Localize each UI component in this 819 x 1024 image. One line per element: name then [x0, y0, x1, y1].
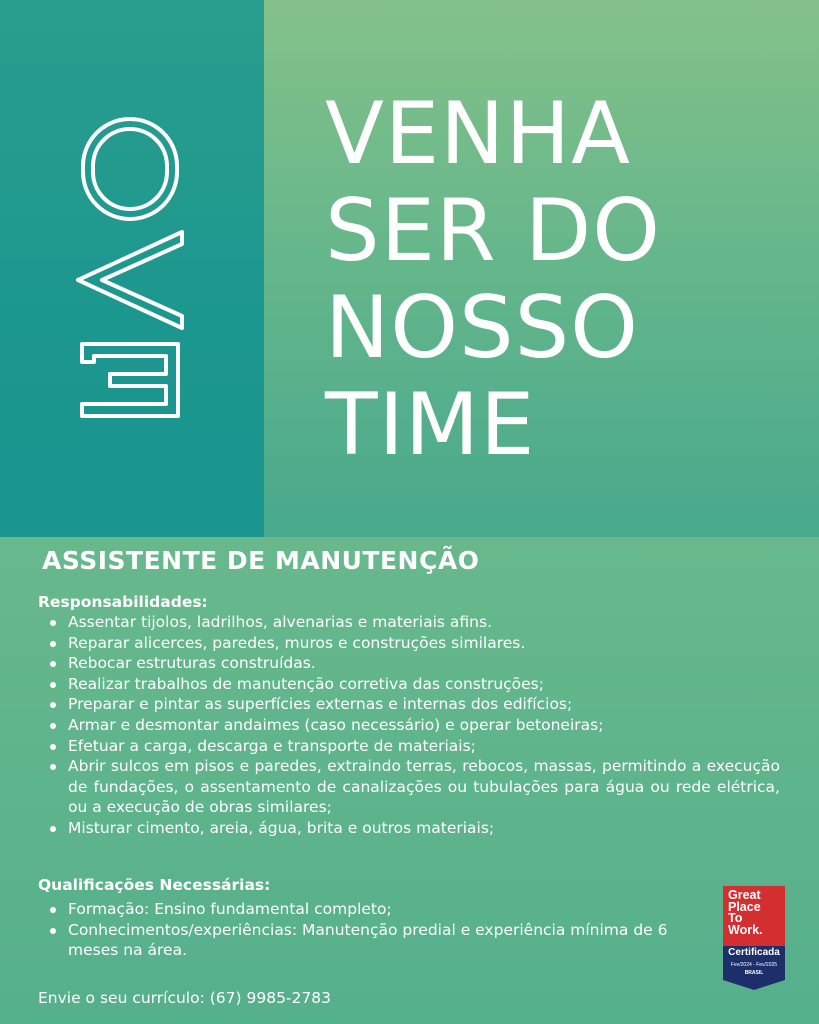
- great-place-to-work-badge: [723, 886, 785, 990]
- badge-period: Fev/2024 - Fev/2025: [730, 962, 778, 968]
- responsibilities-list: [38, 612, 780, 839]
- evo-logo-letter-e: [82, 344, 178, 416]
- teal-logo-panel: [0, 0, 264, 537]
- evo-logo-letter-v: [78, 232, 182, 328]
- responsibilities-heading: Responsabilidades:: [38, 593, 208, 611]
- job-title: ASSISTENTE DE MANUTENÇÃO: [42, 546, 480, 575]
- list-item: Formação: Ensino fundamental completo;: [38, 899, 718, 920]
- headline: [325, 86, 661, 474]
- list-item: Rebocar estruturas construídas.: [38, 653, 780, 674]
- list-item: Misturar cimento, areia, água, brita e outros materiais;: [38, 818, 780, 839]
- badge-country: BRASIL: [744, 970, 764, 976]
- badge-line: To: [728, 911, 743, 925]
- list-item: Efetuar a carga, descarga e transporte de materiais;: [38, 736, 780, 757]
- list-item: Preparar e pintar as superfícies externas e internas dos edifícios;: [38, 694, 780, 715]
- headline-line: VENHA: [325, 84, 631, 184]
- badge-line: Place: [728, 899, 761, 914]
- headline-line: TIME: [325, 375, 536, 475]
- contact-phone: Envie o seu currículo: (67) 9985-2783: [38, 989, 331, 1007]
- badge-ribbon: [723, 960, 785, 990]
- list-item: Assentar tijolos, ladrilhos, alvenarias e materiais afins.: [38, 612, 780, 633]
- list-item: Abrir sulcos em pisos e paredes, extraindo terras, rebocos, massas, permitindo a execução de fundações, o assentamento de canalizações ou tubulações para água ou rede elétrica, ou a execução de obras similares;: [38, 756, 780, 818]
- badge-certified-label: Certificada: [723, 946, 785, 960]
- evo-logo: [70, 110, 190, 430]
- headline-line: SER DO: [325, 181, 661, 281]
- qualifications-list: [38, 899, 718, 961]
- badge-title: [723, 886, 785, 946]
- badge-line: Work.: [728, 922, 763, 937]
- list-item: Realizar trabalhos de manutenção corretiva das construções;: [38, 674, 780, 695]
- evo-logo-letter-o: [83, 119, 177, 219]
- list-item: Armar e desmontar andaimes (caso necessário) e operar betoneiras;: [38, 715, 780, 736]
- headline-line: NOSSO: [325, 278, 639, 378]
- badge-line: Great: [728, 888, 761, 902]
- list-item: Conhecimentos/experiências: Manutenção predial e experiência mínima de 6 meses na área.: [38, 920, 718, 961]
- qualifications-heading: Qualificações Necessárias:: [38, 876, 271, 894]
- list-item: Reparar alicerces, paredes, muros e construções similares.: [38, 633, 780, 654]
